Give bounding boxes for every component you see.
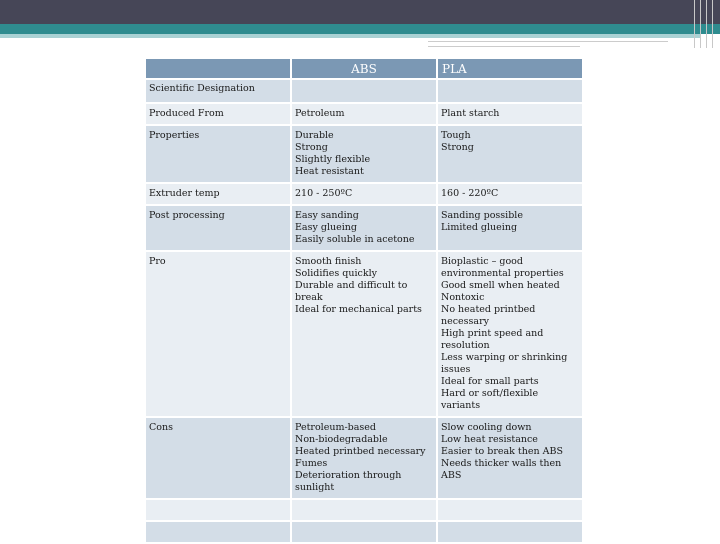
pla-cell	[438, 80, 582, 102]
pla-cell: Slow cooling down Low heat resistance Easier to break then ABS Needs thicker walls then ABS	[438, 418, 582, 498]
header-row	[146, 59, 582, 78]
abs-cell	[292, 80, 436, 102]
abs-cell: 210 - 250ºC	[292, 184, 436, 204]
table-row	[146, 126, 582, 182]
table-row	[146, 418, 582, 498]
deco-line	[428, 46, 580, 47]
table-row	[146, 184, 582, 204]
pla-cell	[438, 500, 582, 520]
row-label: Extruder temp	[146, 184, 290, 204]
abs-cell: Petroleum-based Non-biodegradable Heated printbed necessary Fumes Deterioration through sunlight	[292, 418, 436, 498]
table-row	[146, 104, 582, 124]
abs-cell	[292, 522, 436, 542]
header-blank	[146, 59, 290, 78]
header-pla: PLA	[438, 59, 582, 78]
table-row	[146, 522, 582, 542]
pla-cell: 160 - 220ºC	[438, 184, 582, 204]
comparison-table	[144, 57, 584, 544]
row-label: Pro	[146, 252, 290, 416]
row-label	[146, 500, 290, 520]
row-label	[146, 522, 290, 542]
row-label: Produced From	[146, 104, 290, 124]
corner-decoration	[690, 0, 716, 48]
header-abs: ABS	[292, 59, 436, 78]
abs-cell: Smooth finish Solidifies quickly Durable and difficult to break Ideal for mechanical parts	[292, 252, 436, 416]
row-label: Cons	[146, 418, 290, 498]
top-light-stripe	[0, 34, 700, 38]
table-row	[146, 252, 582, 416]
deco-line	[428, 41, 668, 42]
abs-cell	[292, 500, 436, 520]
top-banner	[0, 0, 720, 24]
abs-cell: Petroleum	[292, 104, 436, 124]
row-label: Post processing	[146, 206, 290, 250]
pla-cell: Tough Strong	[438, 126, 582, 182]
pla-cell: Bioplastic – good environmental properties Good smell when heated Nontoxic No heated printbed necessary High print speed and resolution Less warping or shrinking issues Ideal for small parts Hard or soft/flexible variants	[438, 252, 582, 416]
top-accent-stripe	[0, 24, 720, 34]
abs-cell: Easy sanding Easy glueing Easily soluble in acetone	[292, 206, 436, 250]
table-row	[146, 80, 582, 102]
row-label: Scientific Designation	[146, 80, 290, 102]
row-label: Properties	[146, 126, 290, 182]
pla-cell: Sanding possible Limited glueing	[438, 206, 582, 250]
pla-cell	[438, 522, 582, 542]
table-row	[146, 500, 582, 520]
pla-cell: Plant starch	[438, 104, 582, 124]
table-row	[146, 206, 582, 250]
abs-cell: Durable Strong Slightly flexible Heat resistant	[292, 126, 436, 182]
